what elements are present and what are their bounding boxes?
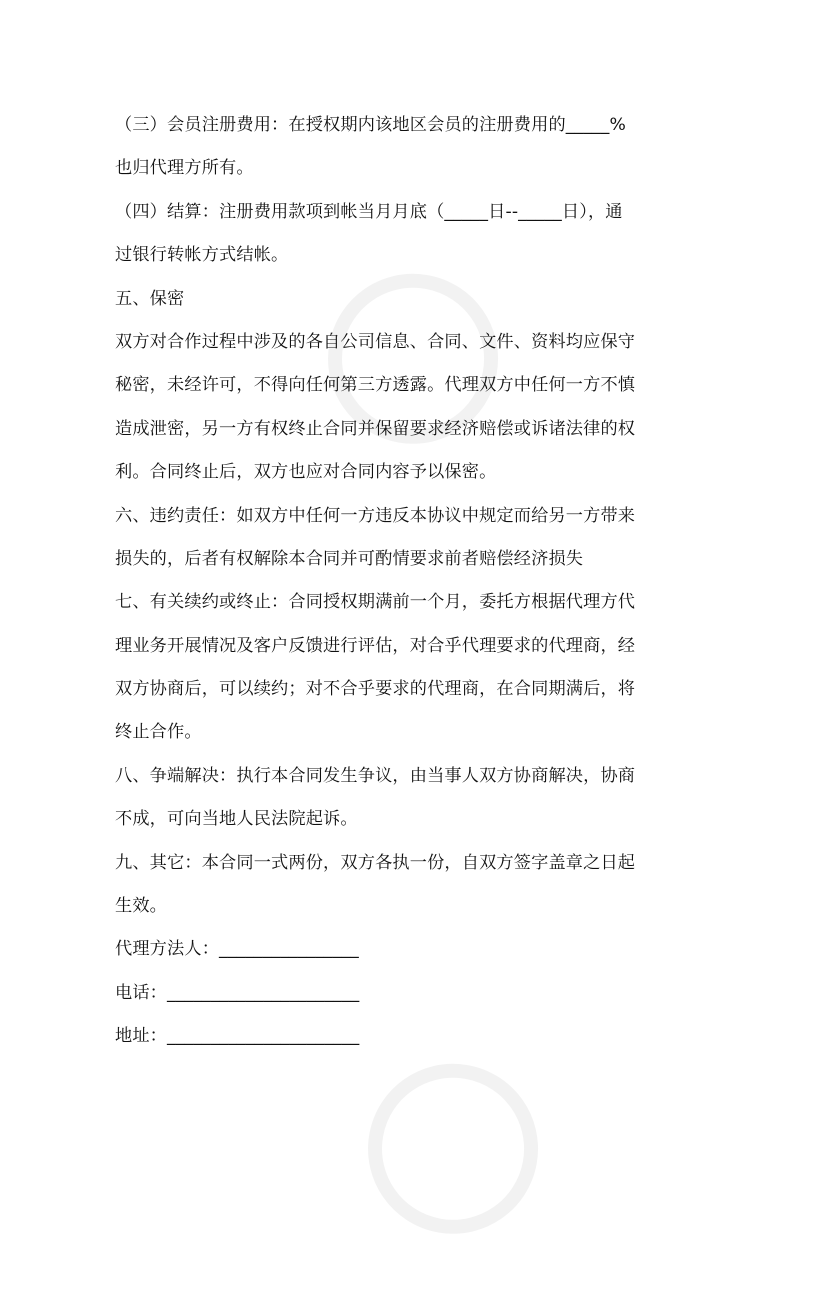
confidentiality-line-3: 造成泄密，另一方有权终止合同并保留要求经济赔偿或诉诸法律的权 xyxy=(115,418,636,439)
section-6-liability-line-2: 损失的，后者有权解除本合同并可酌情要求前者赔偿经济损失 xyxy=(115,548,584,569)
confidentiality-line-2: 秘密，未经许可，不得向任何第三方透露。代理双方中任何一方不慎 xyxy=(115,375,636,396)
agent-legal-rep-field: 代理方法人：________________ xyxy=(115,939,359,960)
address-field: 地址：______________________ xyxy=(115,1026,360,1047)
section-8-dispute-line-1: 八、争端解决：执行本合同发生争议，由当事人双方协商解决，协商 xyxy=(115,765,636,786)
confidentiality-line-1: 双方对合作过程中涉及的各自公司信息、合同、文件、资料均应保守 xyxy=(115,331,636,352)
clause-4-settlement-line-2: 过银行转帐方式结帐。 xyxy=(115,245,289,266)
section-7-renewal-line-2: 理业务开展情况及客户反馈进行评估，对合乎代理要求的代理商，经 xyxy=(115,635,636,656)
clause-3-fee-line-1: （三）会员注册费用：在授权期内该地区会员的注册费用的_____% xyxy=(115,115,626,135)
section-8-dispute-line-2: 不成，可向当地人民法院起诉。 xyxy=(115,809,358,830)
clause-3-fee-line-2: 也归代理方所有。 xyxy=(115,158,254,179)
section-9-other-line-1: 九、其它：本合同一式两份，双方各执一份，自双方签字盖章之日起 xyxy=(115,852,636,873)
confidentiality-line-4: 利。合同终止后，双方也应对合同内容予以保密。 xyxy=(115,462,497,483)
section-7-renewal-line-4: 终止合作。 xyxy=(115,722,202,743)
clause-4-settlement-line-1: （四）结算：注册费用款项到帐当月月底（_____日--_____日），通 xyxy=(115,201,623,222)
phone-field: 电话：______________________ xyxy=(115,982,360,1003)
section-7-renewal-line-3: 双方协商后，可以续约；对不合乎要求的代理商，在合同期满后，将 xyxy=(115,679,636,700)
section-5-heading: 五、保密 xyxy=(115,288,185,309)
section-7-renewal-line-1: 七、有关续约或终止：合同授权期满前一个月，委托方根据代理方代 xyxy=(115,592,636,613)
section-6-liability-line-1: 六、违约责任：如双方中任何一方违反本协议中规定而给另一方带来 xyxy=(115,505,636,526)
contract-text xyxy=(115,104,715,1059)
section-9-other-line-2: 生效。 xyxy=(115,896,168,917)
